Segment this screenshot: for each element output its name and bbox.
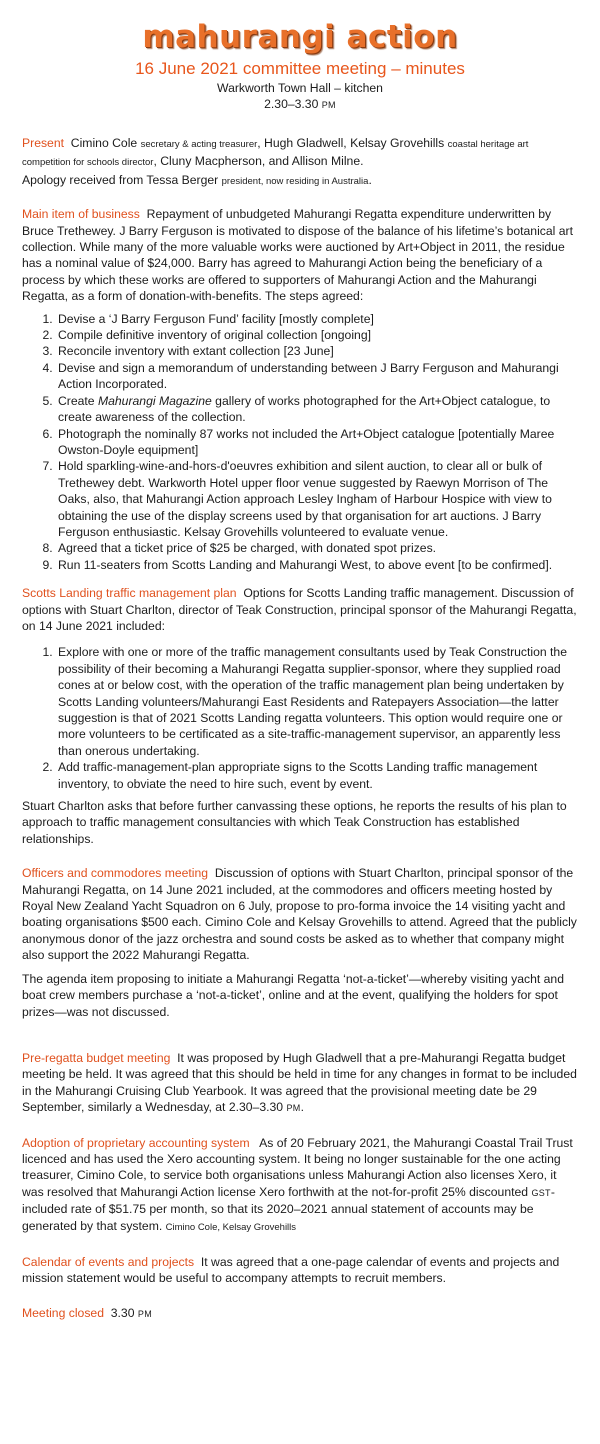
meeting-time-suffix: PM: [321, 100, 336, 110]
list-item: 2. Add traffic-management-plan appropriate signs to the Scotts Landing traffic management inventory, to obviate the need to hire such, event by event.: [56, 759, 578, 792]
traffic-intro-text: Options for Scotts Landing traffic management. Discussion of options with Stuart Charlton, director of Teak Construction, principal sponsor of the Mahurangi Regatta, on 14 June 2021 included:: [22, 586, 577, 633]
traffic-followup: Stuart Charlton asks that before further canvassing these options, he reports the results of his plan to approach to traffic management consultancies with which Teak Construction has established relationships.: [22, 799, 567, 846]
officers-paragraph-2: The agenda item proposing to initiate a Mahurangi Regatta ‘not-a-ticket’—whereby visiting yacht and boat crew members purchase a ‘not-a-ticket’, online and at the event, qualifying the holders for spot prizes—was not discussed.: [22, 971, 564, 1019]
calendar-heading: Calendar of events and projects: [22, 1254, 195, 1269]
list-item: 1. Devise a ‘J Barry Ferguson Fund’ facility [mostly complete]: [56, 311, 578, 327]
closed-time: 3.30: [110, 1305, 135, 1320]
accounting-text-b: -included rate of $51.75 per month, so that its 2020–2021 annual statement of accounts may be generated by that system.: [22, 1184, 555, 1233]
apology-end: .: [368, 172, 372, 187]
present-section: [22, 135, 578, 190]
officers-paragraph-1: [22, 865, 578, 963]
meeting-venue: Warkworth Town Hall – kitchen: [217, 81, 383, 95]
accounting-paragraph: [22, 1135, 578, 1236]
budget-section: [22, 1050, 578, 1117]
calendar-text: It was agreed that a one-page calendar of events and projects and mission statement would be useful to accompany attempts to recruit members.: [22, 1254, 560, 1286]
calendar-section: [22, 1254, 578, 1287]
main-item-section: [22, 206, 578, 573]
list-item: 6. Photograph the nominally 87 works not included the Art+Object catalogue [potentially Maree Owston-Doyle equipment]: [56, 426, 578, 459]
list-item: 1. Explore with one or more of the traffic management consultants used by Teak Construction the possibility of their becoming a Mahurangi Regatta supplier-sponsor, where they supplied road cones at or below cost, with the operation of the traffic management plan being undertaken by Scotts Landing volunteers/Mahurangi East Residents and Ratepayers Association—the latter suggestion is that of 2021 Scotts Landing regatta volunteers. This option would require one or more volunteers to be certificated as a site-traffic-management supervisor, an apparently less than onerous undertaking.: [56, 644, 578, 759]
present-heading: Present: [22, 136, 65, 150]
present-member-2: , Hugh Gladwell, Kelsay Grovehills: [257, 136, 445, 150]
traffic-heading: Scotts Landing traffic management plan: [22, 586, 237, 601]
list-item: 3. Reconcile inventory with extant collection [23 June]: [56, 343, 578, 359]
accounting-heading: Adoption of proprietary accounting system: [22, 1135, 250, 1150]
step5-text-a: Create: [58, 393, 98, 408]
officers-text: Discussion of options with Stuart Charlton, principal sponsor of the Mahurangi Regatta, on 14 June 2021 included, at the commodores and officers meeting hosted by Royal New Zealand Yacht Squadron on 6 July, propose to pro-forma invoice the 14 visiting yacht and boating organisations $500 each. Cimino Cole and Kelsay Grovehills to attend. Agreed that the publicly anonymous donor of the jazz orchestra and sound costs be asked as to whether that company might also support the 2022 Mahurangi Regatta.: [22, 866, 577, 963]
calendar-paragraph: [22, 1254, 578, 1287]
meeting-time-range: 2.30–3.30: [264, 97, 319, 111]
magazine-title: Mahurangi Magazine: [97, 393, 212, 408]
apology-text: Apology received from Tessa Berger: [22, 172, 219, 187]
budget-text: It was proposed by Hugh Gladwell that a pre-Mahurangi Regatta budget meeting be held. It was agreed that this should be held in time for any changes in format to be included in the Mahurangi Cruising Club Yearbook. It was agreed that the provisional meeting date be 29 September, similarly a Wednesday, at 2.30–3.30: [22, 1050, 577, 1115]
page-title: 16 June 2021 committee meeting – minutes: [135, 59, 465, 78]
present-member-1: Cimino Cole: [70, 136, 138, 150]
budget-heading: Pre-regatta budget meeting: [22, 1050, 171, 1065]
main-item-heading: Main item of business: [22, 207, 140, 222]
present-member-2-role: coastal heritage art competition for schools director: [22, 139, 529, 169]
closed-paragraph: [22, 1305, 578, 1322]
accounting-section: [22, 1135, 578, 1236]
present-member-3: , Cluny Macpherson, and Allison Milne.: [153, 154, 364, 169]
traffic-options: [22, 644, 578, 792]
gst-abbreviation: GST: [531, 1187, 551, 1198]
accounting-text-a: As of 20 February 2021, the Mahurangi Coastal Trail Trust licenced and has used the Xero accounting system. It being no longer sustainable for the one acting treasurer, Cimino Cole, to service both organisations unless Mahurangi Action also licenses Xero, it was resolved that Mahurangi Action license Xero forthwith at the not-for-profit 25% discounted: [22, 1135, 573, 1199]
budget-time-suffix: PM: [286, 1103, 301, 1114]
closed-section: [22, 1305, 578, 1322]
accounting-attendees: Cimino Cole, Kelsay Grovehills: [165, 1221, 297, 1233]
closed-time-suffix: PM: [137, 1308, 152, 1319]
meeting-time: [22, 96, 578, 113]
list-item: [56, 393, 578, 426]
list-item: 4. Devise and sign a memorandum of understanding between J Barry Ferguson and Mahurangi Action Incorporated.: [56, 360, 578, 393]
budget-end: .: [300, 1100, 304, 1115]
traffic-intro: [22, 585, 578, 634]
main-item-text: Repayment of unbudgeted Mahurangi Regatta expenditure underwritten by Bruce Trethewey. J Barry Ferguson is motivated to dispose of the balance of his lifetime’s botanical art collection. While many of the more valuable works were auctioned by Art+Object in 2011, the residue has a nominal value of $24,000. Barry has agreed to Mahurangi Action being the beneficiary of a process by which these works are offered to supporters of Mahurangi Action and the Mahurangi Regatta, as a form of donation-with-benefits. The steps agreed:: [22, 207, 573, 304]
main-item-steps: [22, 311, 578, 574]
officers-section: [22, 865, 578, 1020]
mahurangi-action-logo: mahurangi action: [142, 19, 458, 55]
list-item: 8. Agreed that a ticket price of $25 be charged, with donated spot prizes.: [56, 540, 578, 556]
main-item-intro: [22, 206, 578, 304]
present-member-1-role: secretary & acting treasurer: [140, 139, 258, 150]
present-paragraph: [22, 135, 578, 190]
list-item: 2. Compile definitive inventory of original collection [ongoing]: [56, 327, 578, 343]
apology-note: president, now residing in Australia: [221, 175, 369, 187]
budget-paragraph: [22, 1050, 578, 1117]
list-item: 9. Run 11-seaters from Scotts Landing and Mahurangi West, to above event [to be confirmed].: [56, 557, 578, 573]
closed-heading: Meeting closed: [22, 1305, 104, 1320]
traffic-section: [22, 585, 578, 847]
list-item: 7. Hold sparkling-wine-and-hors-d'oeuvres exhibition and silent auction, to clear all or bulk of Trethewey debt. Warkworth Hotel upper floor venue suggested by Raewyn Morrison of The Oaks, also, that Mahurangi Action approach Lesley Ingham of Harbour Hospice with view to obtaining the use of the display screens used by that organisation for art auctions. J Barry Ferguson enthusiastic. Kelsay Grovehills volunteered to evaluate venue.: [56, 458, 578, 540]
officers-heading: Officers and commodores meeting: [22, 866, 209, 881]
step5-text-b: gallery of works photographed for the Art+Object catalogue, to create awareness of the collection.: [58, 393, 551, 425]
